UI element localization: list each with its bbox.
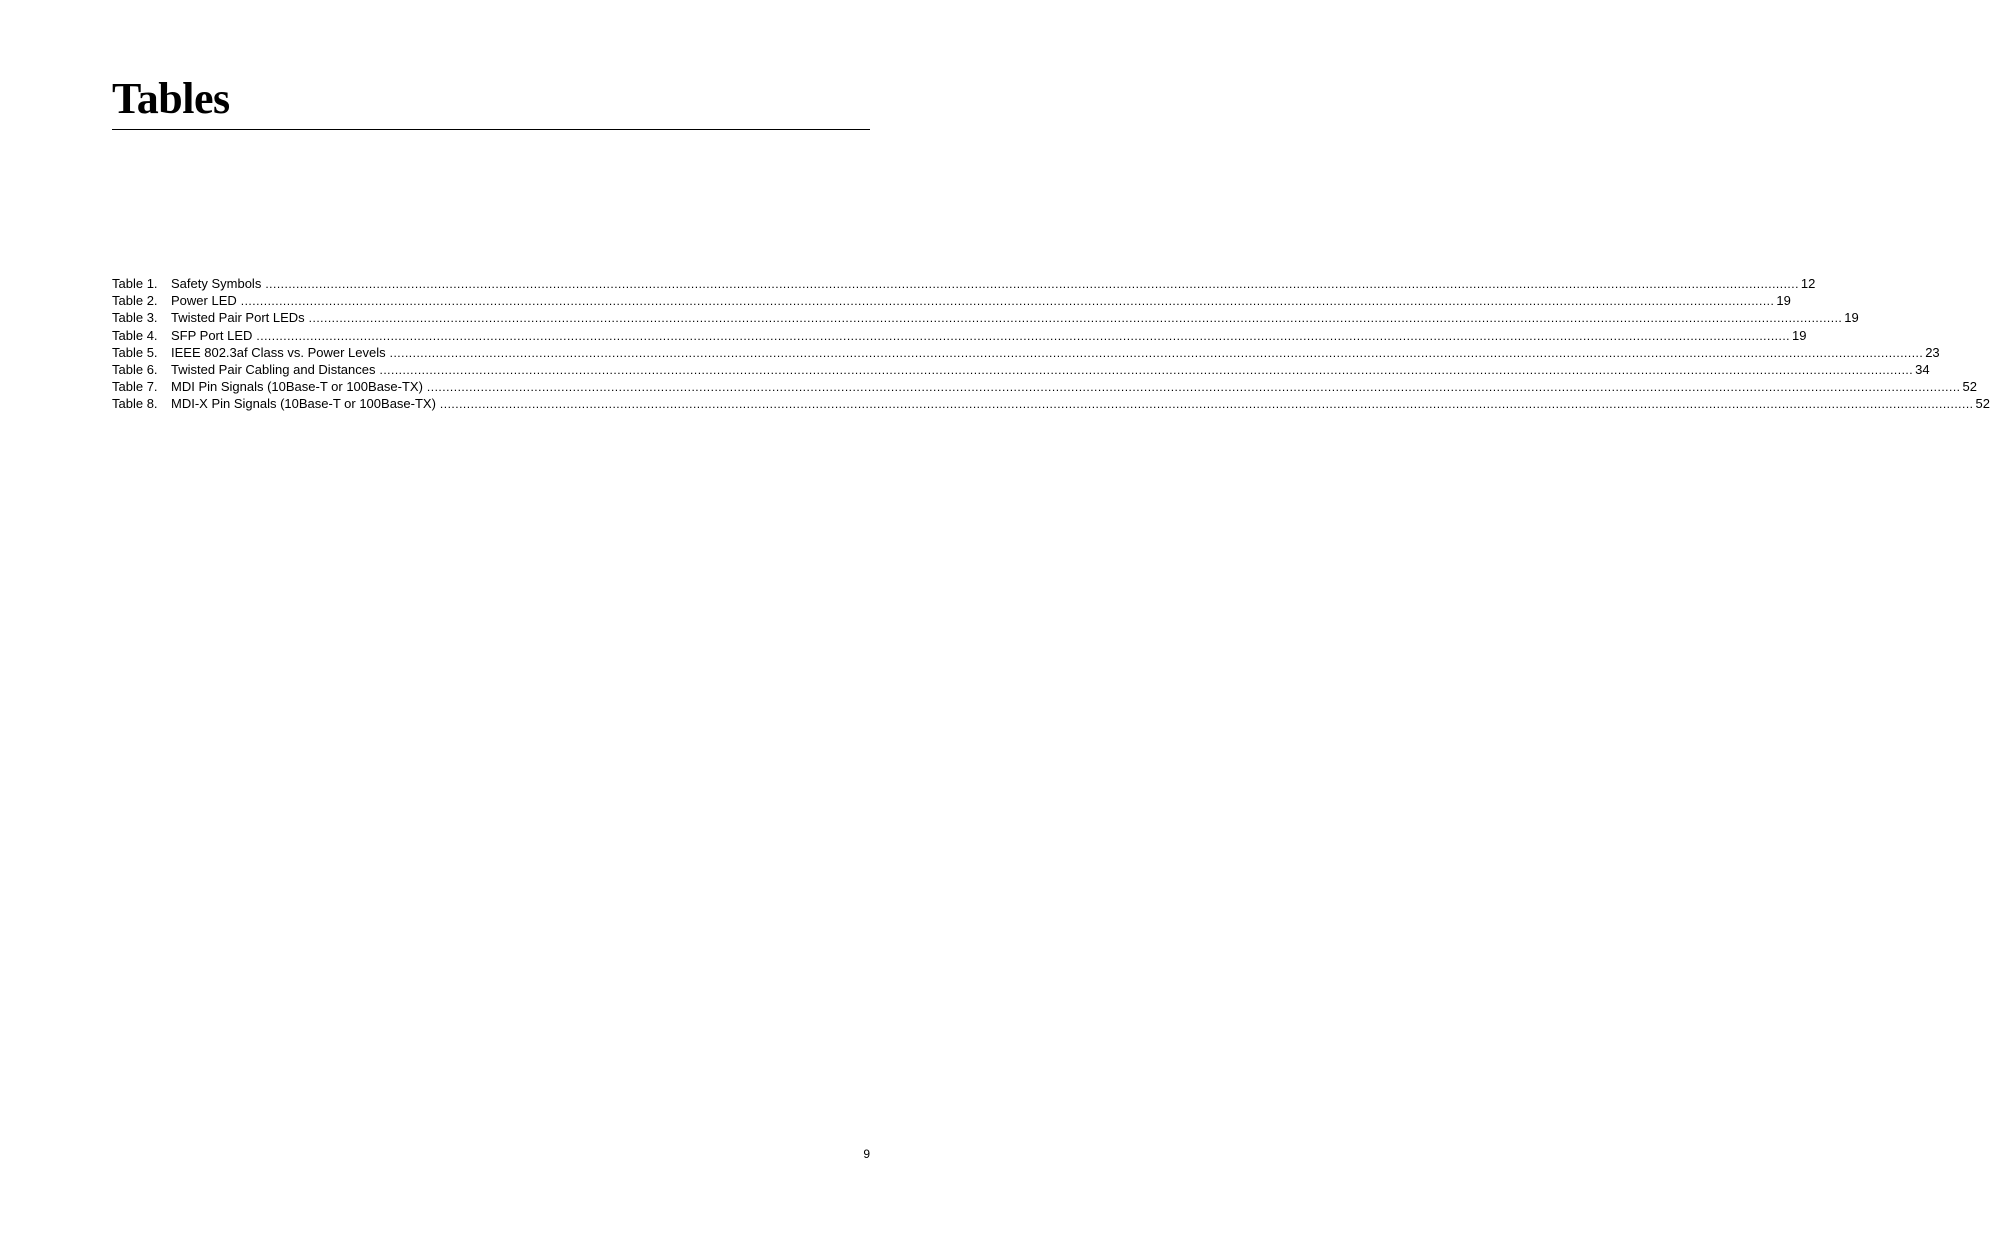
dot-leader: ................................................................................................................................................................................................................................................................................................................................................................................................................ [426,380,1961,395]
toc-entry-title: IEEE 802.3af Class vs. Power Levels [171,344,386,360]
dot-leader: ................................................................................................................................................................................................................................................................................................................................................................................................................ [439,397,1974,412]
toc-entry-title: Power LED [171,293,237,309]
toc-entry-title: Twisted Pair Cabling and Distances [171,361,376,377]
toc-entry-page: 19 [1776,293,1791,309]
toc-entry-page: 12 [1800,276,1816,291]
dot-leader: ................................................................................................................................................................................................................................................................................................................................................................................................................ [265,277,1799,291]
page-title: Tables [112,74,230,123]
toc-entry-table-4[interactable] [112,327,1807,344]
dot-leader: ................................................................................................................................................................................................................................................................................................................................................................................................................ [389,345,1924,360]
toc-entry-title: MDI Pin Signals (10Base-T or 100Base-TX) [171,379,423,395]
toc-entry-table-2[interactable] [112,292,1791,309]
page-number: 9 [863,1147,870,1161]
toc-entry-table-1[interactable] [112,275,1816,292]
list-of-tables [112,275,1990,413]
title-divider [112,129,870,130]
toc-entry-table-5[interactable] [112,344,1940,361]
toc-entry-page: 52 [1962,379,1977,395]
toc-entry-title: Safety Symbols [171,276,262,291]
dot-leader: ................................................................................................................................................................................................................................................................................................................................................................................................................ [308,311,1843,326]
toc-entry-page: 19 [1792,327,1807,343]
toc-entry-page: 19 [1844,310,1859,326]
toc-entry-table-6[interactable] [112,361,1930,378]
toc-entry-title: MDI-X Pin Signals (10Base-T or 100Base-TX) [171,396,436,412]
toc-entry-table-7[interactable] [112,378,1977,395]
toc-entry-label: Table 5. [112,344,158,360]
toc-entry-label: Table 2. [112,293,158,309]
toc-entry-table-3[interactable] [112,309,1859,326]
toc-entry-label: Table 1. [112,276,158,291]
toc-entry-page: 52 [1975,396,1990,412]
toc-entry-label: Table 3. [112,310,158,326]
toc-entry-title: Twisted Pair Port LEDs [171,310,305,326]
toc-entry-page: 23 [1925,344,1940,360]
toc-entry-table-8[interactable] [112,395,1990,412]
dot-leader: ................................................................................................................................................................................................................................................................................................................................................................................................................ [379,362,1914,377]
toc-entry-title: SFP Port LED [171,327,253,343]
toc-entry-page: 34 [1915,361,1930,377]
toc-entry-label: Table 8. [112,396,158,412]
dot-leader: ................................................................................................................................................................................................................................................................................................................................................................................................................ [240,294,1775,309]
toc-entry-label: Table 7. [112,379,158,395]
dot-leader: ................................................................................................................................................................................................................................................................................................................................................................................................................ [256,328,1790,343]
toc-entry-label: Table 6. [112,361,158,377]
toc-entry-label: Table 4. [112,327,158,343]
